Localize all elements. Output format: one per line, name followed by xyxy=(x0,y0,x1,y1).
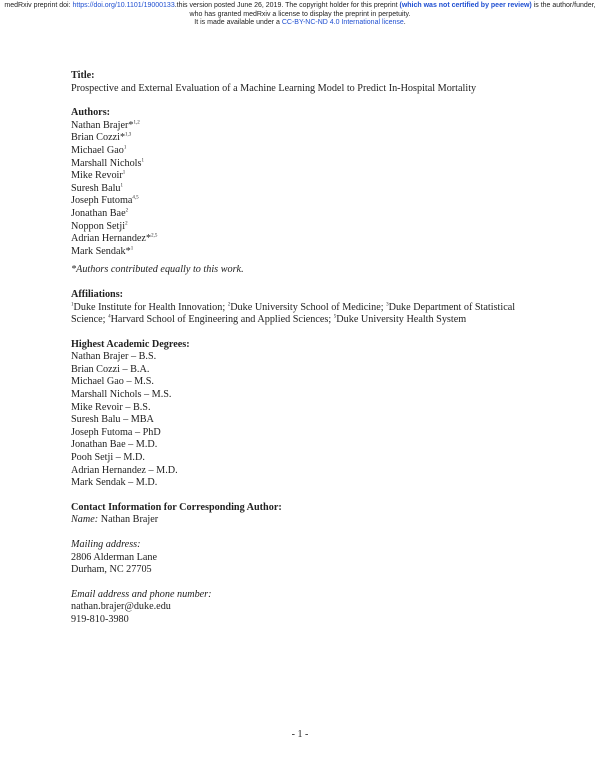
author-name: Michael Gao xyxy=(71,144,124,156)
author-item xyxy=(71,246,531,259)
contact-name-line xyxy=(71,514,531,527)
paper-title: Prospective and External Evaluation of a Machine Learning Model to Predict In-Hospital Mortality xyxy=(71,82,477,94)
degree-item: Michael Gao – M.S. xyxy=(71,376,154,388)
affiliation-superscript: 1,2 xyxy=(133,120,140,126)
doi-link[interactable]: https://doi.org/10.1101/19000133 xyxy=(72,2,175,9)
affiliation-number: 4 xyxy=(108,314,111,320)
author-name: Marshall Nichols xyxy=(71,157,142,169)
author-item xyxy=(71,145,531,158)
equal-contribution-mark: * xyxy=(125,245,131,257)
banner-version-text: .this version posted June 26, 2019. The copyright holder for this preprint xyxy=(174,2,400,9)
degrees-heading: Highest Academic Degrees: xyxy=(71,338,190,350)
author-item xyxy=(71,170,531,183)
affiliation-name: Duke University Health System xyxy=(336,314,467,326)
author-name: Suresh Balu xyxy=(71,182,121,194)
authors-heading: Authors: xyxy=(71,107,111,119)
affiliation-superscript: 1 xyxy=(141,158,144,164)
degree-item: Nathan Brajer – B.S. xyxy=(71,351,157,363)
author-item xyxy=(71,221,531,234)
email-phone-label: Email address and phone number: xyxy=(71,588,212,600)
author-item xyxy=(71,120,531,133)
affiliation-name: Harvard School of Engineering and Applied Sciences; xyxy=(110,314,334,326)
author-name: Joseph Futoma xyxy=(71,195,133,207)
email-address[interactable]: nathan.brajer@duke.edu xyxy=(71,601,171,613)
affiliations-text xyxy=(71,302,531,327)
author-name: Nathan Brajer xyxy=(71,119,129,131)
degree-item: Mark Sendak – M.D. xyxy=(71,477,158,489)
affiliation-superscript: 1 xyxy=(122,170,126,176)
degree-item: Pooh Setji – M.D. xyxy=(71,452,145,464)
preprint-banner xyxy=(0,2,600,28)
phone-number: 919-810-3980 xyxy=(71,613,129,625)
affiliation-name: Duke Department of Statistical Science; xyxy=(71,301,516,326)
affiliation-superscript: 1,3 xyxy=(125,132,132,138)
banner-license-grant: is the author/funder, who has granted medRxiv a license to display the preprint in perpetuity. xyxy=(189,2,596,18)
title-page xyxy=(71,70,531,627)
author-name: Brian Cozzi xyxy=(71,132,120,144)
affiliation-superscript: 1 xyxy=(130,246,134,252)
banner-license-prefix: It is made available under a xyxy=(194,19,282,27)
affiliation-name: Duke University School of Medicine; xyxy=(230,301,387,313)
equal-contribution-mark: * xyxy=(128,119,134,131)
name-label: Name: xyxy=(71,514,99,526)
affiliation-number: 2 xyxy=(227,302,231,308)
degree-item: Joseph Futoma – PhD xyxy=(71,426,161,438)
degree-item: Adrian Hernandez – M.D. xyxy=(71,464,178,476)
affiliation-number: 5 xyxy=(333,314,337,320)
affiliation-superscript: 2,5 xyxy=(151,233,158,239)
author-name: Adrian Hernandez xyxy=(71,233,146,245)
author-name: Noppon Setji xyxy=(71,220,126,232)
banner-doi-prefix: medRxiv preprint doi: xyxy=(4,2,73,9)
degree-item: Marshall Nichols – M.S. xyxy=(71,389,172,401)
license-link[interactable]: CC-BY-NC-ND 4.0 International license xyxy=(281,19,404,27)
equal-contribution-mark: * xyxy=(145,233,152,245)
banner-line-1 xyxy=(0,2,600,19)
degree-item: Jonathan Bae – M.D. xyxy=(71,439,158,451)
author-list xyxy=(71,120,531,259)
author-item xyxy=(71,195,531,208)
mailing-address-label: Mailing address: xyxy=(71,539,141,550)
contact-heading: Contact Information for Corresponding Author: xyxy=(71,501,282,513)
degree-item: Mike Revoir – B.S. xyxy=(71,401,151,413)
title-heading: Title: xyxy=(71,70,95,81)
affiliation-superscript: 1 xyxy=(123,145,127,151)
banner-line-3 xyxy=(0,19,600,28)
page-number: - 1 - xyxy=(291,729,309,740)
affiliation-name: Duke Institute for Health Innovation; xyxy=(73,301,228,313)
affiliation-superscript: 1 xyxy=(120,183,124,189)
author-item xyxy=(71,132,531,145)
affiliation-superscript: 4,5 xyxy=(132,195,139,201)
name-value: Nathan Brajer xyxy=(98,514,159,526)
author-item xyxy=(71,158,531,171)
affiliation-number: 3 xyxy=(386,302,389,308)
author-item xyxy=(71,208,531,221)
equal-contribution-mark: * xyxy=(119,132,126,144)
affiliations-heading: Affiliations: xyxy=(71,288,124,300)
address-line-2: Durham, NC 27705 xyxy=(71,564,152,576)
degrees-list xyxy=(71,351,531,490)
banner-license-suffix: . xyxy=(403,19,406,27)
affiliation-superscript: 2 xyxy=(125,221,128,227)
author-item xyxy=(71,233,531,246)
author-name: Mark Sendak xyxy=(71,245,126,257)
author-name: Mike Revoir xyxy=(71,170,123,182)
author-item xyxy=(71,183,531,196)
equal-contribution-note: *Authors contributed equally to this work. xyxy=(71,264,244,276)
degree-item: Suresh Balu – MBA xyxy=(71,414,154,426)
author-name: Jonathan Bae xyxy=(71,207,126,219)
degree-item: Brian Cozzi – B.A. xyxy=(71,363,150,375)
affiliation-superscript: 2 xyxy=(125,208,129,214)
affiliation-number: 1 xyxy=(71,302,74,308)
address-line-1: 2806 Alderman Lane xyxy=(71,551,158,563)
peer-review-notice: (which was not certified by peer review) xyxy=(399,2,532,9)
